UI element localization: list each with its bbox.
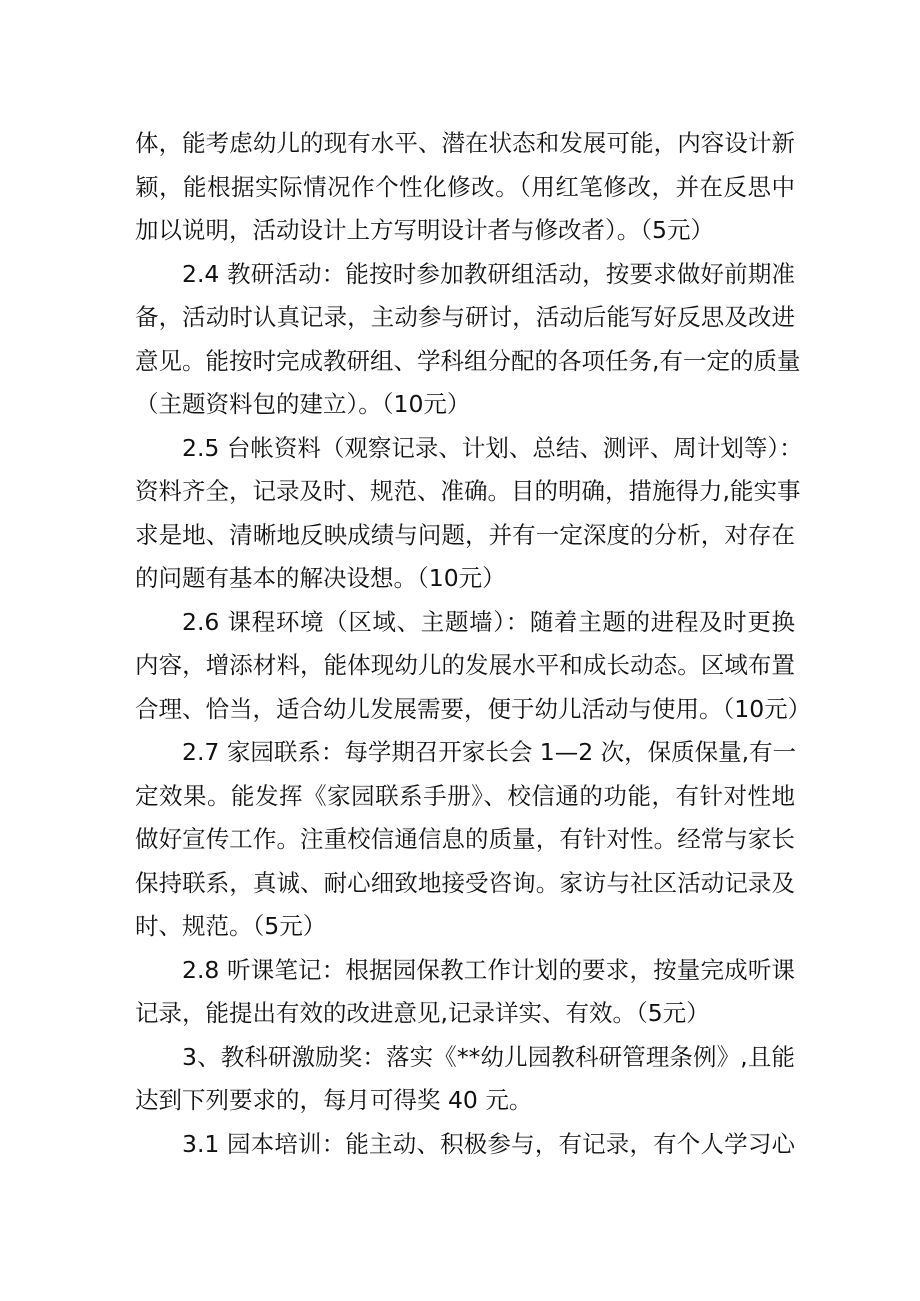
- paragraph-2-8-lecture-notes: [135, 949, 795, 1036]
- paragraph-2-7-home-school: [135, 731, 795, 949]
- text-line: （主题资料包的建立）。（10元）: [135, 390, 471, 418]
- paragraph-2-6-course-environment: [135, 601, 812, 732]
- text-line: 2.5 台帐资料（观察记录、计划、总结、测评、周计划等）：: [182, 433, 803, 462]
- text-line: 2.7 家园联系：每学期召开家长会 1—2 次，保质保量,有一: [182, 738, 797, 766]
- text-line: 内容，增添材料，能体现幼儿的发展水平和成长动态。区域布置: [135, 651, 795, 679]
- text-line: 定效果。能发挥《家园联系手册》、校信通的功能，有针对性地: [135, 781, 795, 810]
- text-line: 的问题有基本的解决设想。（10元）: [135, 564, 506, 592]
- document-body: [135, 122, 812, 1166]
- paragraph-continuation: [135, 122, 795, 253]
- text-line: 合理、恰当，适合幼儿发展需要，便于幼儿活动与使用。（10元）: [135, 694, 812, 723]
- text-line: 颖，能根据实际情况作个性化修改。（用红笔修改，并在反思中: [135, 172, 795, 201]
- text-line: 保持联系，真诚、耐心细致地接受咨询。家访与社区活动记录及: [135, 868, 795, 897]
- text-line: 3.1 园本培训：能主动、积极参与，有记录，有个人学习心: [182, 1129, 795, 1158]
- text-line: 加以说明，活动设计上方写明设计者与修改者）。（5元）: [135, 216, 714, 244]
- text-line: 时、规范。（5元）: [135, 912, 327, 940]
- text-line: 2.8 听课笔记：根据园保教工作计划的要求，按量完成听课: [182, 955, 795, 984]
- text-line: 求是地、清晰地反映成绩与问题，并有一定深度的分析，对存在: [135, 520, 795, 549]
- text-line: 体，能考虑幼儿的现有水平、潜在状态和发展可能，内容设计新: [135, 129, 795, 157]
- text-line: 备，活动时认真记录，主动参与研讨，活动后能写好反思及改进: [135, 303, 795, 331]
- paragraph-3-1-training: [135, 1123, 795, 1167]
- text-line: 2.6 课程环境（区域、主题墙）：随着主题的进程及时更换: [182, 607, 795, 636]
- paragraph-2-4-teaching-research: [135, 253, 801, 427]
- text-line: 做好宣传工作。注重校信通信息的质量，有针对性。经常与家长: [135, 825, 795, 853]
- text-line: 意见。能按时完成教研组、学科组分配的各项任务,有一定的质量: [135, 346, 801, 375]
- text-line: 记录，能提出有效的改进意见,记录详实、有效。（5元）: [135, 999, 710, 1027]
- text-line: 3、教科研激励奖：落实《**幼儿园教科研管理条例》,且能: [182, 1042, 795, 1071]
- text-line: 资料齐全，记录及时、规范、准确。目的明确，措施得力,能实事: [135, 477, 801, 505]
- text-line: 达到下列要求的，每月可得奖 40 元。: [135, 1086, 533, 1114]
- text-line: 2.4 教研活动：能按时参加教研组活动，按要求做好前期准: [182, 259, 795, 288]
- paragraph-3-incentive: [135, 1036, 795, 1123]
- paragraph-2-5-records: [135, 427, 803, 601]
